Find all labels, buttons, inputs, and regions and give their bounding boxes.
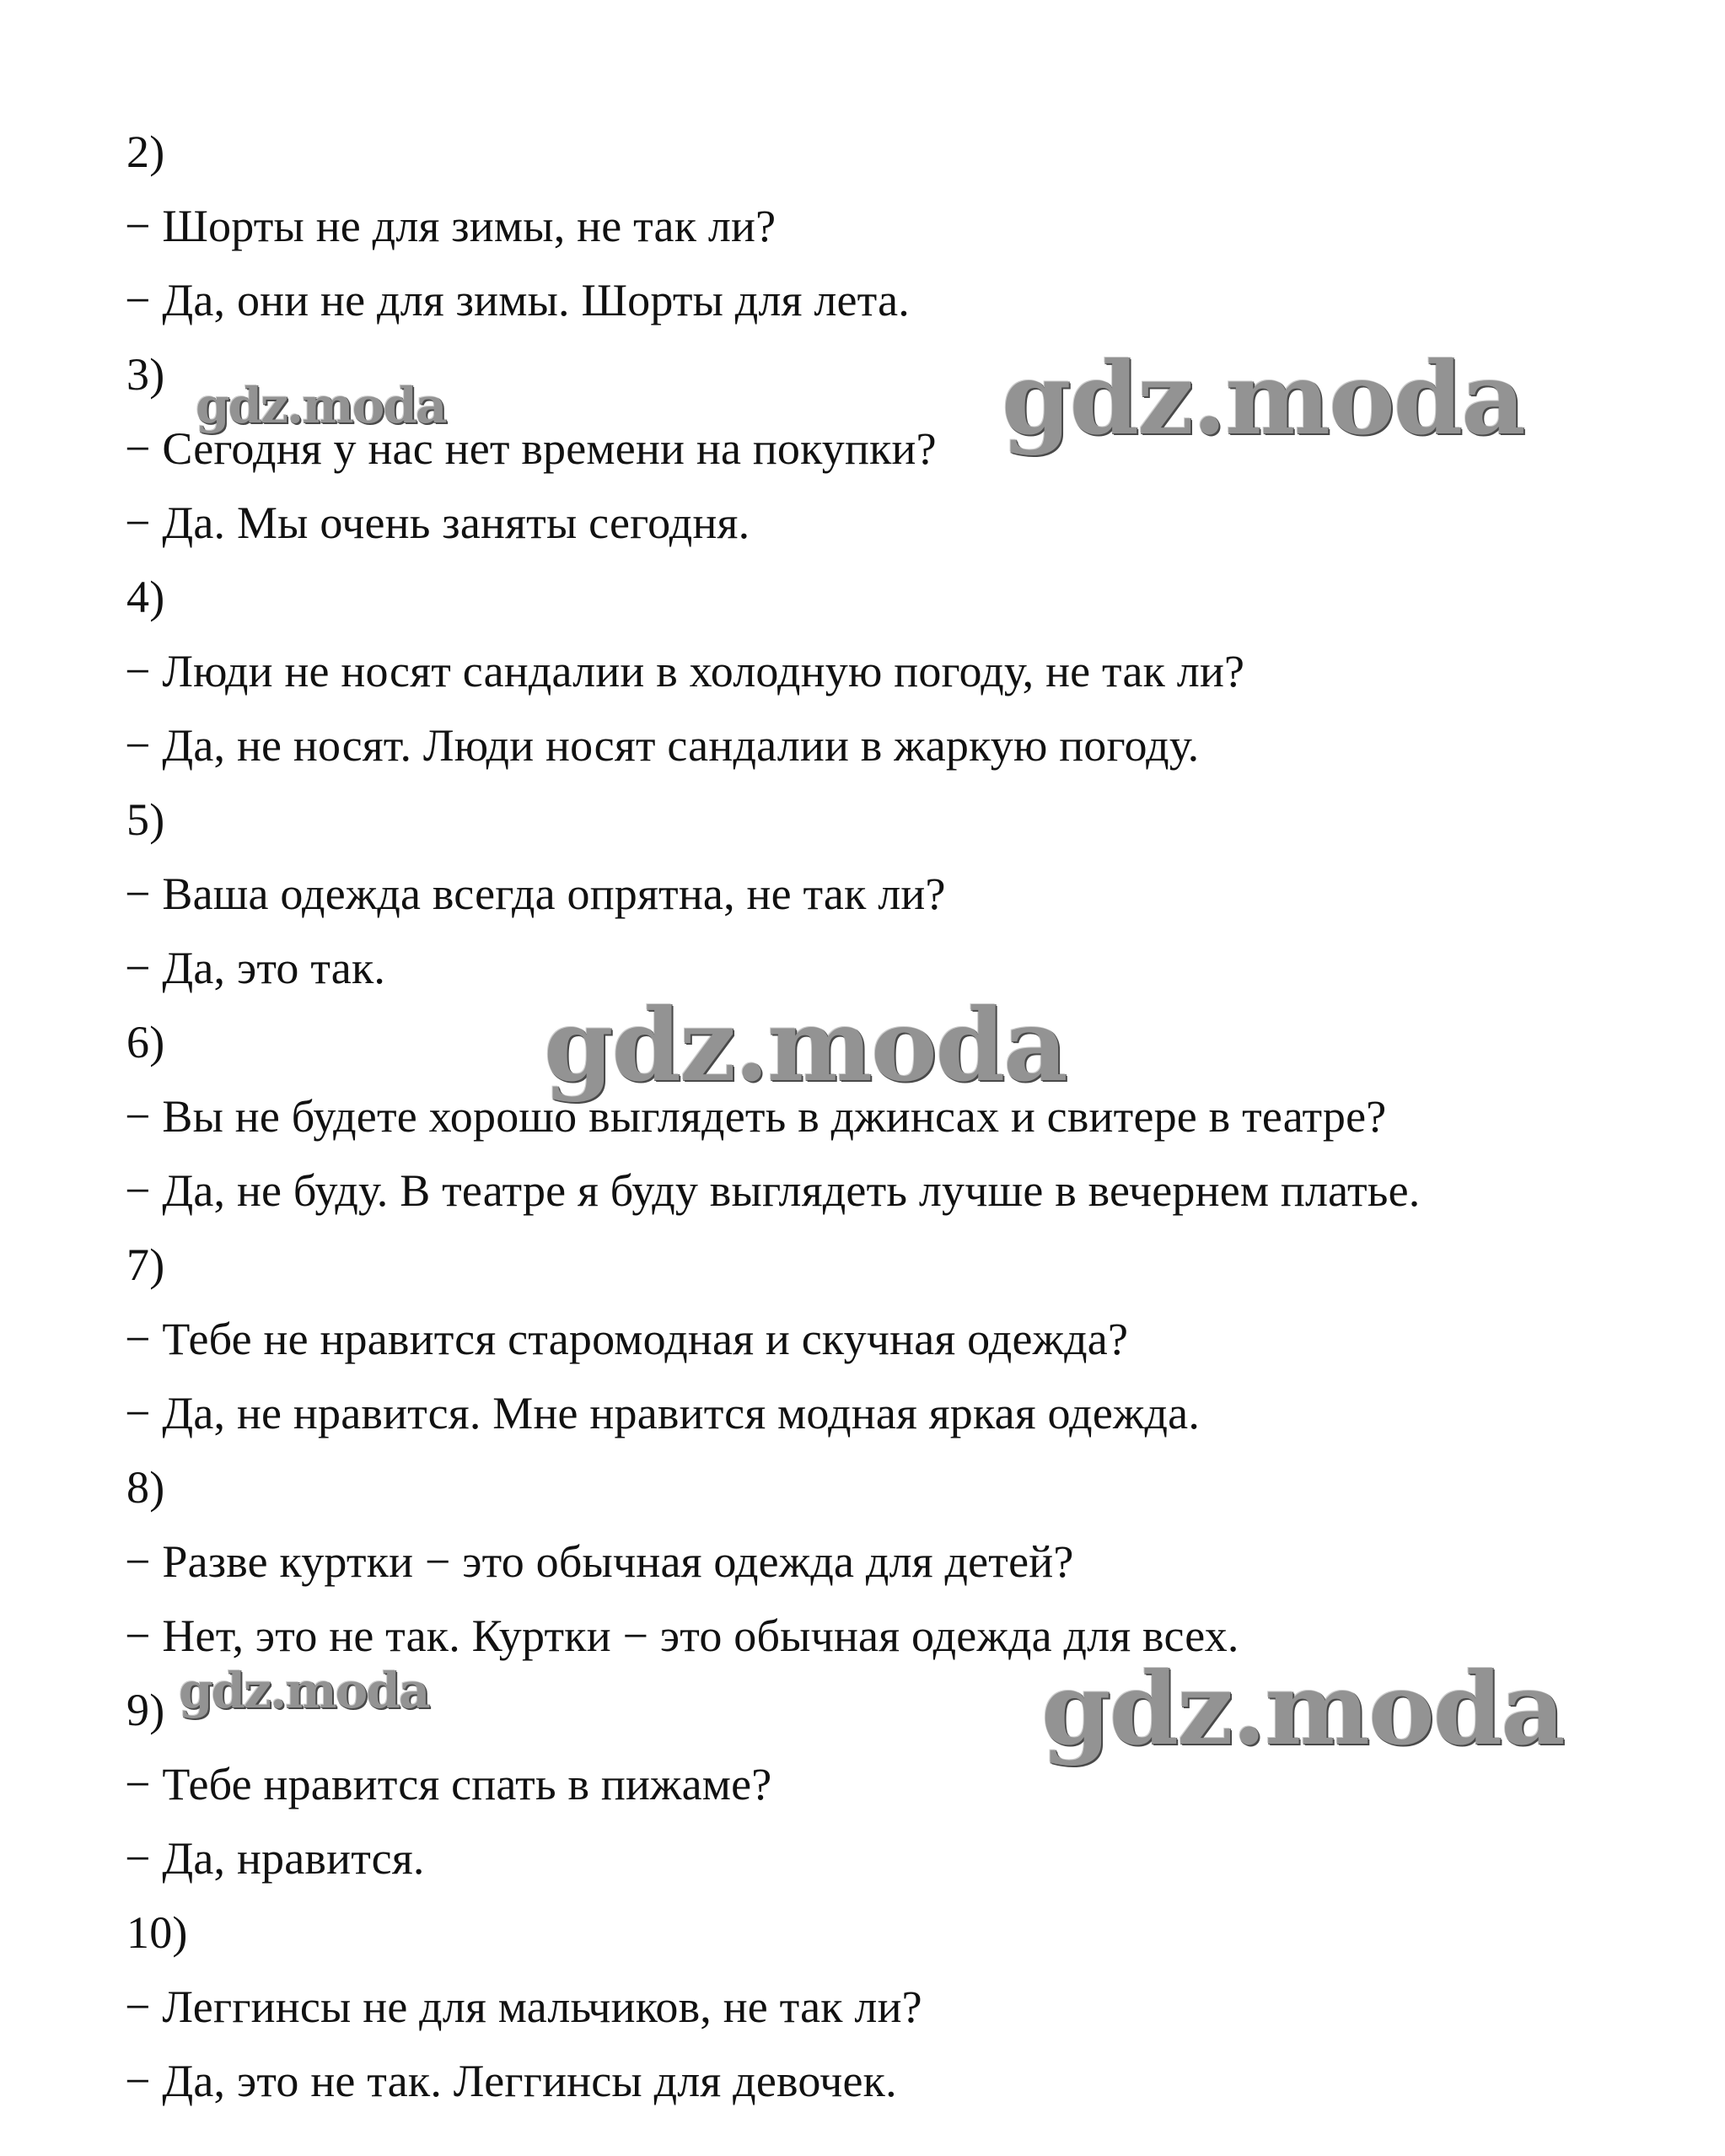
answer-line: − Да, не носят. Люди носят сандалии в жаркую погоду. bbox=[125, 720, 1200, 771]
question-line: − Шорты не для зимы, не так ли? bbox=[125, 201, 777, 251]
watermark: gdz.moda bbox=[544, 987, 1067, 1104]
question-line: − Тебе не нравится старомодная и скучная одежда? bbox=[125, 1314, 1129, 1364]
answer-line: − Да, не буду. В театре я буду выглядеть лучше в вечернем платье. bbox=[125, 1165, 1421, 1216]
question-line: − Ваша одежда всегда опрятна, не так ли? bbox=[125, 868, 946, 919]
answer-line: − Да. Мы очень заняты сегодня. bbox=[125, 497, 750, 548]
item-number: 10) bbox=[126, 1907, 188, 1958]
question-line: − Разве куртки − это обычная одежда для детей? bbox=[125, 1536, 1074, 1587]
watermark: gdz.moda bbox=[1002, 340, 1524, 457]
answer-line: − Нет, это не так. Куртки − это обычная одежда для всех. bbox=[125, 1610, 1239, 1661]
item-number: 5) bbox=[126, 794, 165, 845]
question-line: − Вы не будете хорошо выглядеть в джинсах и свитере в театре? bbox=[125, 1091, 1387, 1142]
item-number: 7) bbox=[126, 1239, 165, 1290]
answer-line: − Да, это так. bbox=[125, 943, 386, 993]
item-number: 6) bbox=[126, 1017, 165, 1067]
item-number: 3) bbox=[126, 349, 165, 400]
question-line: − Люди не носят сандалии в холодную погоду, не так ли? bbox=[125, 646, 1245, 696]
item-number: 9) bbox=[126, 1685, 165, 1735]
answer-line: − Да, это не так. Леггинсы для девочек. bbox=[125, 2056, 897, 2106]
question-line: − Сегодня у нас нет времени на покупки? bbox=[125, 423, 937, 474]
question-line: − Леггинсы не для мальчиков, не так ли? bbox=[125, 1981, 922, 2032]
answer-line: − Да, не нравится. Мне нравится модная яркая одежда. bbox=[125, 1388, 1201, 1438]
watermark: gdz.moda bbox=[179, 1662, 429, 1719]
watermark: gdz.moda bbox=[1041, 1650, 1564, 1767]
item-number: 8) bbox=[126, 1462, 165, 1513]
item-number: 2) bbox=[126, 126, 165, 177]
answer-line: − Да, нравится. bbox=[125, 1833, 425, 1884]
question-line: − Тебе нравится спать в пижаме? bbox=[125, 1759, 772, 1809]
watermark: gdz.moda bbox=[196, 377, 446, 434]
answer-line: − Да, они не для зимы. Шорты для лета. bbox=[125, 275, 911, 325]
item-number: 4) bbox=[126, 572, 165, 622]
